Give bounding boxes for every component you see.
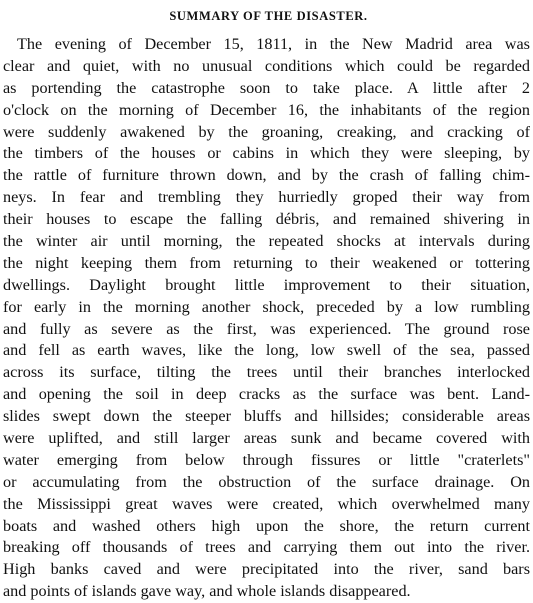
text-line: or accumulating from the obstruction of the surface drainage. On	[3, 472, 530, 491]
text-line: were uplifted, and still larger areas sunk and became covered with	[3, 429, 530, 448]
text-line: dwellings. Daylight brought little improvement to their situation,	[3, 275, 530, 294]
text-line: their houses to escape the falling débris, and remained shivering in	[3, 210, 530, 229]
text-line: breaking off thousands of trees and carrying them out into the river.	[3, 538, 530, 557]
text-line: The evening of December 15, 1811, in the New Madrid area was	[17, 35, 530, 53]
text-line: and fully as severe as the first, was experienced. The ground rose	[3, 319, 530, 338]
body-paragraph	[3, 34, 530, 603]
text-line: o'clock on the morning of December 16, the inhabitants of the region	[3, 100, 530, 119]
text-line: were suddenly awakened by the groaning, creaking, and cracking of	[3, 122, 530, 141]
text-line: the timbers of the houses or cabins in which they were sleeping, by	[3, 144, 530, 163]
text-line: neys. In fear and trembling they hurriedly groped their way from	[3, 188, 530, 207]
text-line: High banks caved and were precipitated into the river, sand bars	[3, 560, 530, 579]
text-line: across its surface, tilting the trees until their branches interlocked	[3, 363, 530, 382]
text-line: the Mississippi great waves were created, which overwhelmed many	[3, 494, 530, 513]
text-line: and points of islands gave way, and whole islands disappeared.	[3, 582, 411, 601]
text-line: slides swept down the steeper bluffs and hillsides; considerable areas	[3, 407, 530, 426]
text-line: water emerging from below through fissures or little "craterlets"	[3, 450, 530, 469]
text-line: the winter air until morning, the repeated shocks at intervals during	[3, 232, 530, 251]
text-line: and opening the soil in deep cracks as the surface was bent. Land-	[3, 385, 530, 404]
text-line: for early in the morning another shock, preceded by a low rumbling	[3, 297, 530, 316]
text-line: clear and quiet, with no unusual conditions which could be regarded	[3, 56, 530, 75]
text-line: the rattle of furniture thrown down, and by the crash of falling chim-	[3, 166, 530, 185]
text-line: boats and washed others high upon the shore, the return current	[3, 516, 530, 535]
section-heading: SUMMARY OF THE DISASTER.	[169, 9, 368, 23]
text-line: as portending the catastrophe soon to take place. A little after 2	[3, 78, 530, 97]
text-line: the night keeping them from returning to their weakened or tottering	[3, 253, 530, 272]
text-line: and fell as earth waves, like the long, low swell of the sea, passed	[3, 341, 530, 360]
